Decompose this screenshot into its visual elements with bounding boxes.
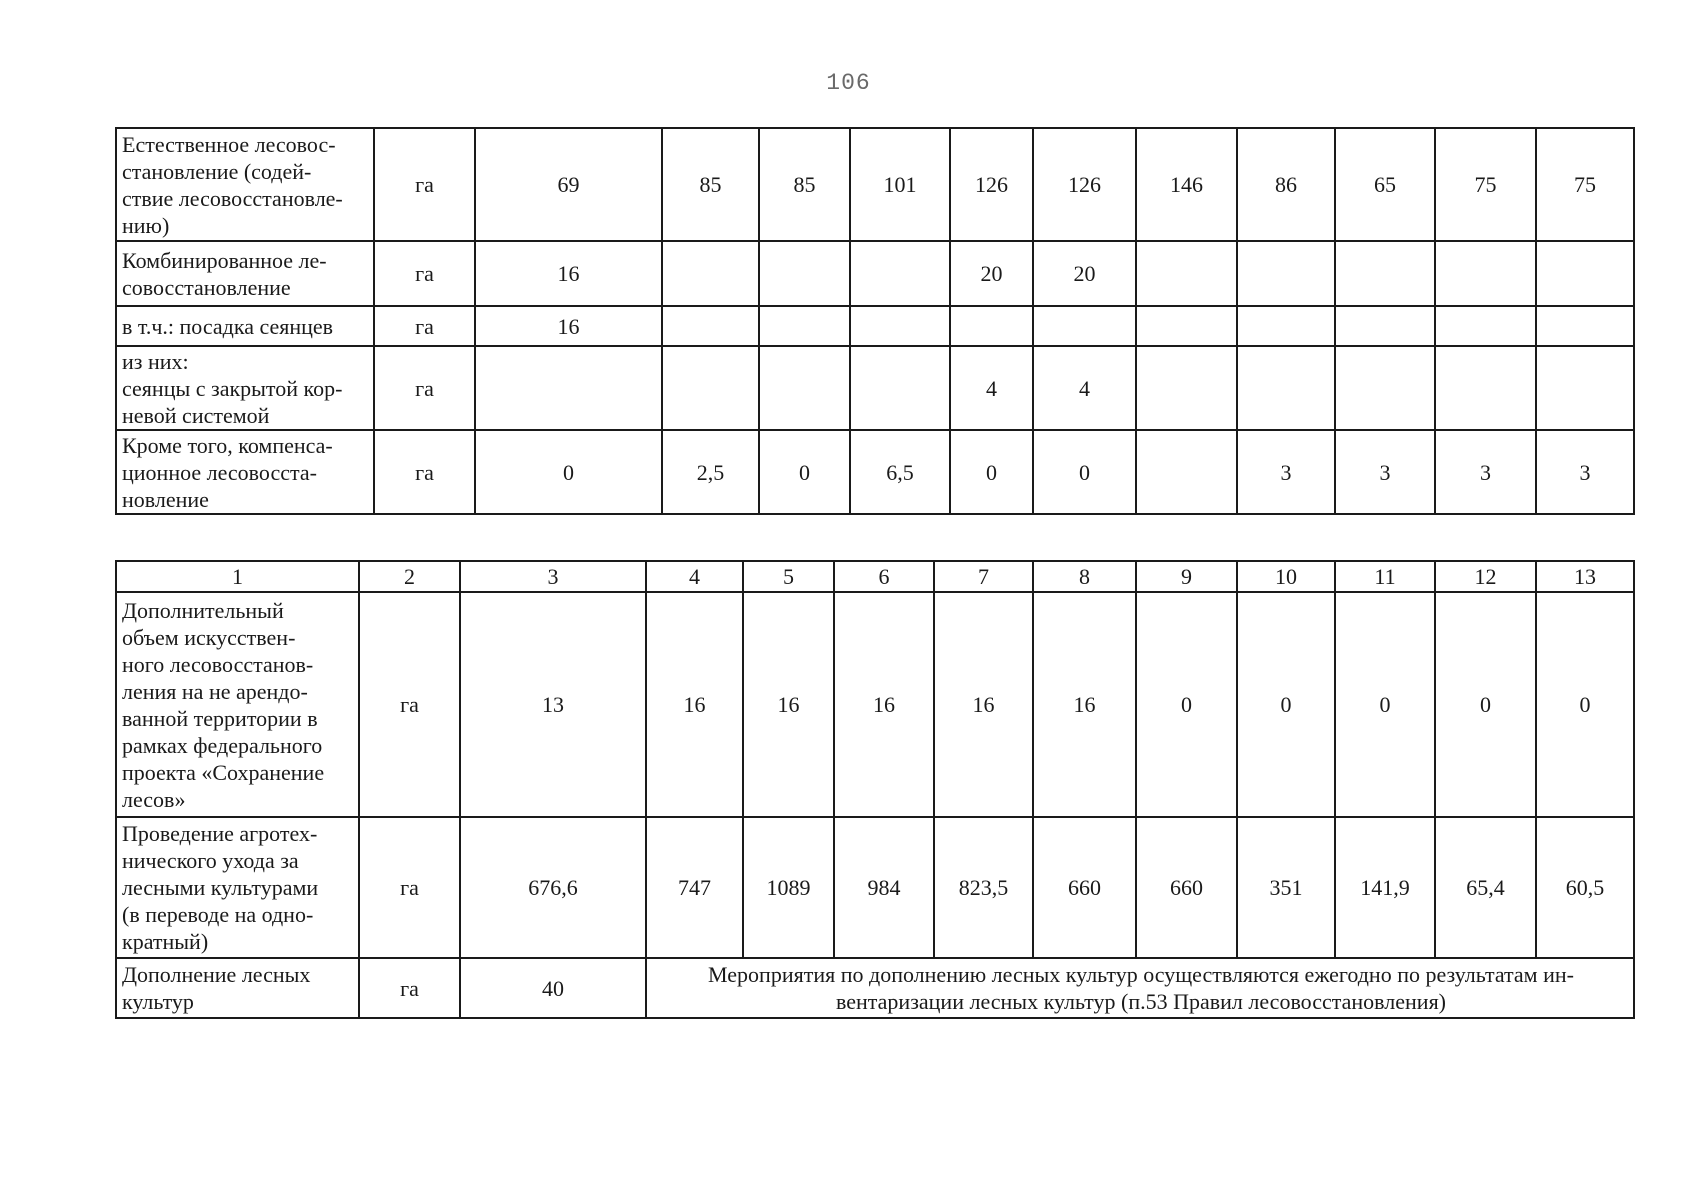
value-cell (850, 306, 950, 346)
value-cell: 984 (834, 817, 934, 958)
value-cell (759, 241, 850, 306)
value-cell (475, 346, 662, 430)
value-cell (759, 346, 850, 430)
value-cell (1136, 430, 1237, 514)
column-number: 7 (934, 561, 1033, 592)
value-cell (850, 346, 950, 430)
value-cell (1335, 346, 1435, 430)
column-number: 10 (1237, 561, 1335, 592)
unit-cell: га (374, 241, 475, 306)
value-cell: 4 (950, 346, 1033, 430)
unit-cell: га (374, 346, 475, 430)
value-cell (1435, 241, 1536, 306)
column-number: 8 (1033, 561, 1136, 592)
value-cell: 1089 (743, 817, 834, 958)
value-cell: 126 (950, 128, 1033, 241)
value-cell: 2,5 (662, 430, 759, 514)
value-cell (1536, 306, 1634, 346)
value-cell: 0 (1335, 592, 1435, 817)
unit-cell: га (359, 817, 460, 958)
unit-cell: га (374, 430, 475, 514)
column-number: 13 (1536, 561, 1634, 592)
value-cell (1237, 306, 1335, 346)
value-cell: 85 (759, 128, 850, 241)
page-number: 106 (826, 70, 871, 96)
value-cell (662, 241, 759, 306)
table-row (116, 241, 1634, 306)
column-number: 9 (1136, 561, 1237, 592)
value-cell: 85 (662, 128, 759, 241)
value-cell (850, 241, 950, 306)
value-cell: 6,5 (850, 430, 950, 514)
value-cell: 351 (1237, 817, 1335, 958)
table-row (116, 817, 1634, 958)
value-cell: 0 (1435, 592, 1536, 817)
forest-restoration-table-numbered (115, 560, 1635, 1019)
unit-cell: га (374, 128, 475, 241)
column-number: 6 (834, 561, 934, 592)
column-number: 3 (460, 561, 646, 592)
value-cell: 16 (646, 592, 743, 817)
value-cell (950, 306, 1033, 346)
value-cell: 16 (475, 306, 662, 346)
value-cell: 141,9 (1335, 817, 1435, 958)
unit-cell: га (374, 306, 475, 346)
value-cell: 101 (850, 128, 950, 241)
row-label: Кроме того, компенса- ционное лесовосста- новление (116, 430, 374, 514)
value-cell: 747 (646, 817, 743, 958)
value-cell (1136, 241, 1237, 306)
value-cell: 3 (1237, 430, 1335, 514)
row-label: Дополнительный объем искусствен- ного лесовосстанов- ления на не арендо- ванной территории в рамках федерального проекта «Сохранение лесов» (116, 592, 359, 817)
column-number: 1 (116, 561, 359, 592)
row-label: Комбинированное ле- совосстановление (116, 241, 374, 306)
value-cell: 75 (1435, 128, 1536, 241)
table-row (116, 592, 1634, 817)
value-cell (1237, 241, 1335, 306)
value-cell (1136, 346, 1237, 430)
value-cell: 13 (460, 592, 646, 817)
value-cell: 16 (934, 592, 1033, 817)
value-cell: 660 (1136, 817, 1237, 958)
value-cell: 126 (1033, 128, 1136, 241)
table-row (116, 958, 1634, 1018)
value-cell (1335, 241, 1435, 306)
value-cell: 65,4 (1435, 817, 1536, 958)
value-cell (1335, 306, 1435, 346)
value-cell: 16 (743, 592, 834, 817)
value-cell (1237, 346, 1335, 430)
value-cell: 676,6 (460, 817, 646, 958)
value-cell: 0 (1136, 592, 1237, 817)
row-label: Естественное лесовос- становление (содей- ствие лесовосстановле- нию) (116, 128, 374, 241)
row-label: из них: сеянцы с закрытой кор- невой системой (116, 346, 374, 430)
value-cell: 16 (1033, 592, 1136, 817)
value-cell: 0 (1237, 592, 1335, 817)
value-cell: 3 (1536, 430, 1634, 514)
table-row (116, 346, 1634, 430)
value-cell: 0 (950, 430, 1033, 514)
column-number: 5 (743, 561, 834, 592)
unit-cell: га (359, 958, 460, 1018)
value-cell: 20 (950, 241, 1033, 306)
table-row (116, 430, 1634, 514)
value-cell: 0 (1033, 430, 1136, 514)
value-cell: 16 (475, 241, 662, 306)
value-cell (1136, 306, 1237, 346)
forest-restoration-table-continued (115, 127, 1635, 515)
column-number: 4 (646, 561, 743, 592)
value-cell (1536, 346, 1634, 430)
column-number: 11 (1335, 561, 1435, 592)
value-cell: 75 (1536, 128, 1634, 241)
table-row (116, 306, 1634, 346)
value-cell: 65 (1335, 128, 1435, 241)
row-label: Дополнение лесных культур (116, 958, 359, 1018)
value-cell: 3 (1335, 430, 1435, 514)
value-cell: 40 (460, 958, 646, 1018)
value-cell: 660 (1033, 817, 1136, 958)
row-label: Проведение агротех- нического ухода за лесными культурами (в переводе на одно- кратный) (116, 817, 359, 958)
value-cell: 3 (1435, 430, 1536, 514)
restoration-note: Мероприятия по дополнению лесных культур осуществляются ежегодно по результатам ин- вентаризации лесных культур (п.53 Правил лесовосстановления) (646, 958, 1634, 1018)
value-cell: 823,5 (934, 817, 1033, 958)
value-cell: 69 (475, 128, 662, 241)
value-cell: 146 (1136, 128, 1237, 241)
table-row (116, 128, 1634, 241)
value-cell (662, 346, 759, 430)
unit-cell: га (359, 592, 460, 817)
column-number: 2 (359, 561, 460, 592)
value-cell: 86 (1237, 128, 1335, 241)
value-cell (662, 306, 759, 346)
value-cell (1536, 241, 1634, 306)
value-cell: 20 (1033, 241, 1136, 306)
value-cell: 16 (834, 592, 934, 817)
value-cell (1435, 346, 1536, 430)
column-number: 12 (1435, 561, 1536, 592)
row-label: в т.ч.: посадка сеянцев (116, 306, 374, 346)
value-cell (1435, 306, 1536, 346)
value-cell: 60,5 (1536, 817, 1634, 958)
value-cell (1033, 306, 1136, 346)
value-cell: 0 (1536, 592, 1634, 817)
value-cell: 4 (1033, 346, 1136, 430)
value-cell: 0 (475, 430, 662, 514)
value-cell (759, 306, 850, 346)
column-number-header (116, 561, 1634, 592)
value-cell: 0 (759, 430, 850, 514)
